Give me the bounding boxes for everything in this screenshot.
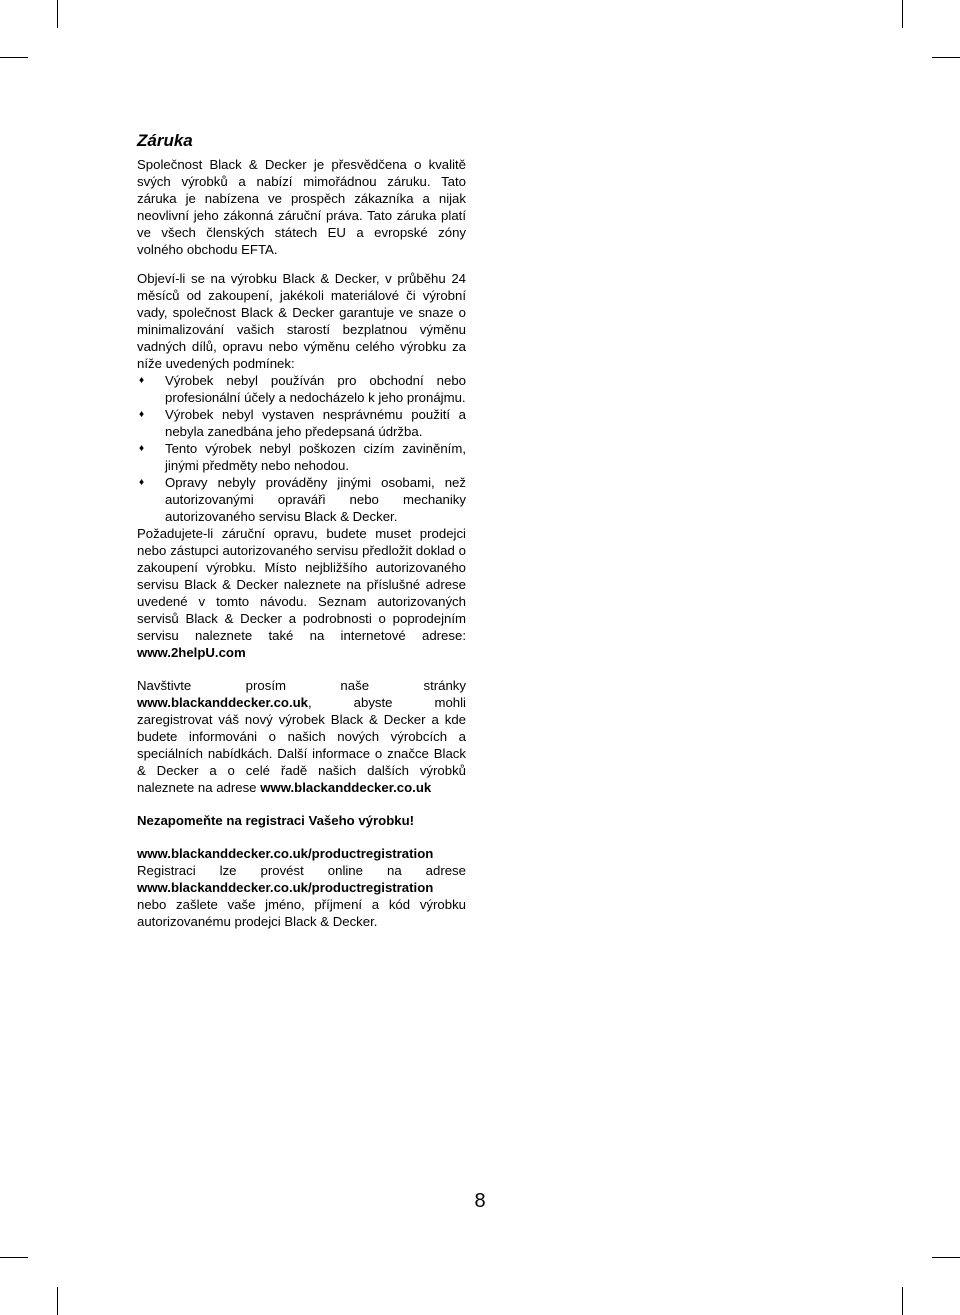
list-item: [137, 474, 466, 525]
website-paragraph: [137, 677, 466, 796]
website-text: , abyste mohli zaregistrovat váš nový výrobek Black & Decker a kde budete informováni o našich nových výrobcích a speciálních nabídkách. Další informace o značce Black & Decker a o celé řadě našich dalších výrobků naleznete na adrese: [137, 695, 466, 795]
list-item: [137, 440, 466, 474]
registration-link[interactable]: www.blackanddecker.co.uk/productregistration: [137, 880, 434, 895]
page-title: Záruka: [137, 131, 193, 150]
diamond-bullet-icon: ♦: [139, 409, 145, 420]
list-item-text: Opravy nebyly prováděny jinými osobami, než autorizovanými opraváři nebo mechaniky autorizovaného servisu Black & Decker.: [165, 475, 466, 524]
reminder-text: Nezapomeňte na registraci Vašeho výrobku!: [137, 813, 415, 828]
registration-text: Registraci lze provést online na adrese: [137, 863, 466, 878]
registration-text: nebo zašlete vaše jméno, příjmení a kód výrobku autorizovanému prodejci Black & Decker.: [137, 897, 466, 929]
diamond-bullet-icon: ♦: [139, 477, 145, 488]
list-item-text: Výrobek nebyl používán pro obchodní nebo profesionální účely a nedocházelo k jeho pronájmu.: [165, 373, 466, 405]
list-item: [137, 372, 466, 406]
crop-mark: [0, 57, 28, 58]
intro-paragraph: Společnost Black & Decker je přesvědčena o kvalitě svých výrobků a nabízí mimořádnou záruku. Tato záruka je nabízena ve prospěch zákazníka a nijak neovlivní jeho zákonná záruční práva. Tato záruka platí ve všech členských státech EU a evropské zóny volného obchodu EFTA.: [137, 157, 466, 257]
blackanddecker-link[interactable]: www.blackanddecker.co.uk: [260, 780, 432, 795]
registration-reminder: [137, 812, 466, 829]
list-item: [137, 406, 466, 440]
repair-paragraph: [137, 525, 466, 661]
crop-mark: [932, 1257, 960, 1258]
helpu-link[interactable]: www.2helpU.com: [137, 645, 246, 660]
conditions-paragraph: Objeví-li se na výrobku Black & Decker, v průběhu 24 měsíců od zakoupení, jakékoli materiálové či výrobní vady, společnost Black & Decker garantuje ve snaze o minimalizování vašich starostí bezplatnou výměnu vadných dílů, opravu nebo výměnu celého výrobku za níže uvedených podmínek:: [137, 271, 466, 371]
crop-mark: [57, 0, 58, 28]
website-text: Navštivte prosím naše stránky: [137, 678, 466, 693]
page-number: 8: [474, 1190, 486, 1212]
crop-mark: [902, 1287, 903, 1315]
blackanddecker-link[interactable]: www.blackanddecker.co.uk: [137, 695, 309, 710]
conditions-list: [137, 372, 466, 525]
warranty-column: [137, 130, 466, 930]
crop-mark: [0, 1257, 28, 1258]
diamond-bullet-icon: ♦: [139, 375, 145, 386]
list-item-text: Tento výrobek nebyl poškozen cizím zaviněním, jinými předměty nebo nehodou.: [165, 441, 466, 473]
repair-text: Požadujete-li záruční opravu, budete muset prodejci nebo zástupci autorizovaného servisu předložit doklad o zakoupení výrobku. Místo nejbližšího autorizovaného servisu Black & Decker naleznete na příslušné adrese uvedené v tomto návodu. Seznam autorizovaných servisů Black & Decker a podrobnosti o poprodejním servisu naleznete také na internetové adrese:: [137, 526, 466, 643]
list-item-text: Výrobek nebyl vystaven nesprávnému použití a nebyla zanedbána jeho předepsaná údržba.: [165, 407, 466, 439]
registration-paragraph: [137, 862, 466, 930]
diamond-bullet-icon: ♦: [139, 443, 145, 454]
crop-mark: [902, 0, 903, 28]
crop-mark: [932, 57, 960, 58]
crop-mark: [57, 1287, 58, 1315]
registration-url: [137, 845, 466, 862]
registration-link[interactable]: www.blackanddecker.co.uk/productregistration: [137, 846, 434, 861]
